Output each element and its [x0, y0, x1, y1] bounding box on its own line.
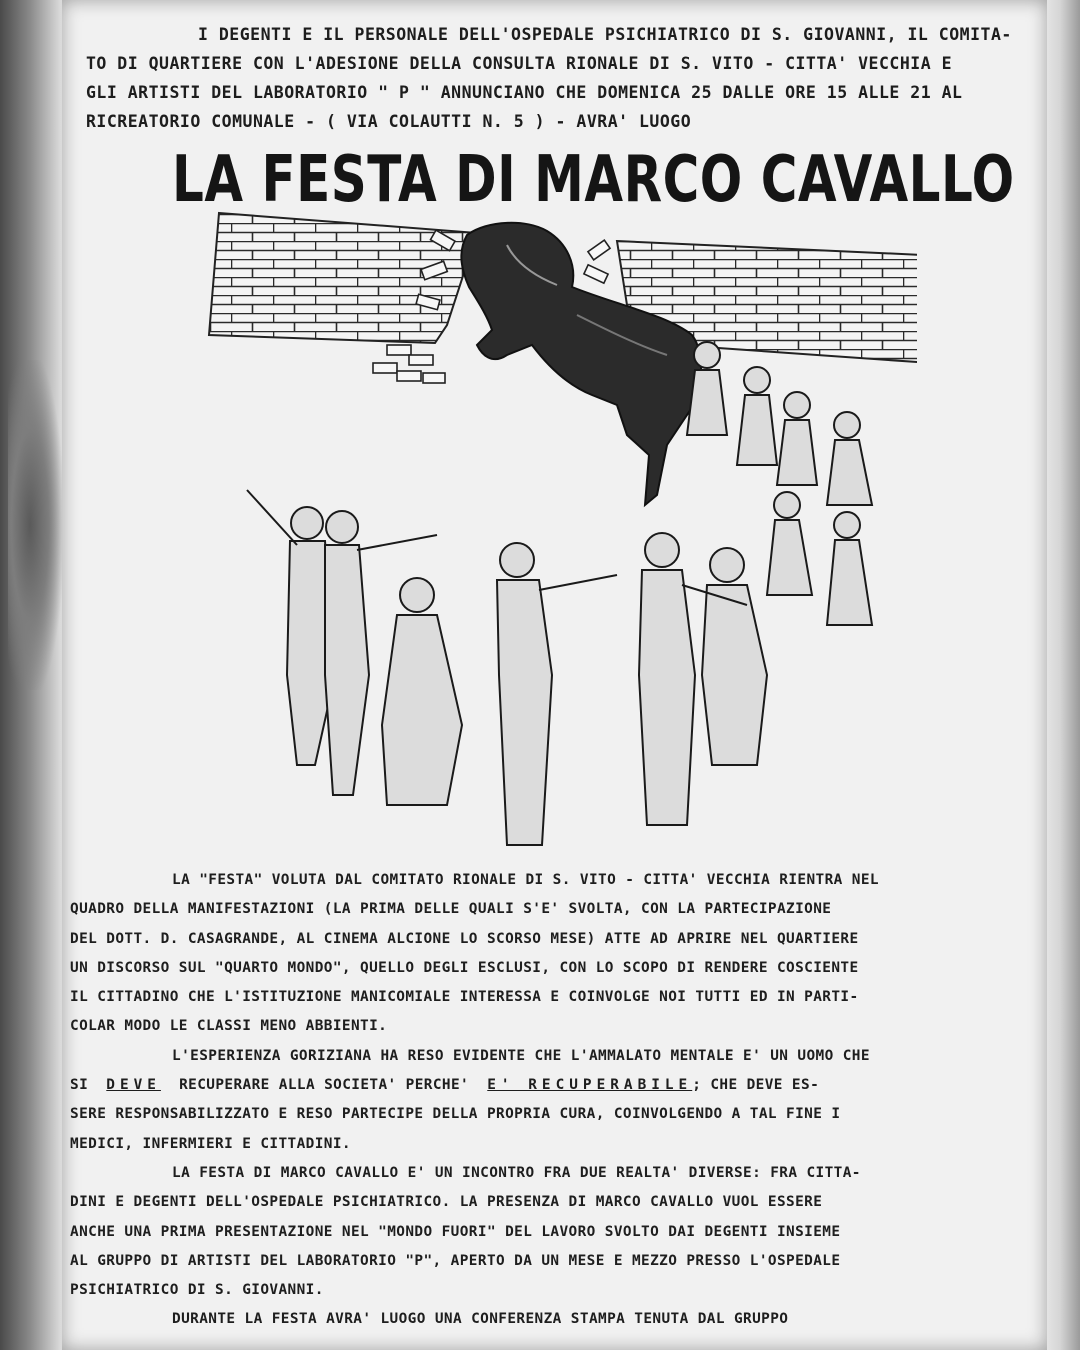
text-segment: ; CHE DEVE ES- — [692, 1077, 820, 1094]
poster-body-text — [70, 866, 985, 1335]
paragraph-line: UN DISCORSO SUL "QUARTO MONDO", QUELLO DEGLI ESCLUSI, CON LO SCOPO DI RENDERE COSCIENTE — [70, 959, 859, 976]
paragraph-line: DURANTE LA FESTA AVRA' LUOGO UNA CONFERENZA STAMPA TENUTA DAL GRUPPO — [172, 1311, 789, 1328]
emphasized-word: E' RECUPERABILE — [487, 1077, 693, 1094]
edge-stain — [8, 360, 63, 690]
text-segment: RECUPERARE ALLA SOCIETA' PERCHE' — [179, 1077, 470, 1094]
header-line: GLI ARTISTI DEL LABORATORIO " P " ANNUNCIANO CHE DOMENICA 25 DALLE ORE 15 ALLE 21 AL — [86, 83, 963, 102]
header-line: RICREATORIO COMUNALE - ( VIA COLAUTTI N. 5 ) - AVRA' LUOGO — [86, 112, 692, 131]
paragraph-line: L'ESPERIENZA GORIZIANA HA RESO EVIDENTE CHE L'AMMALATO MENTALE E' UN UOMO CHE — [172, 1047, 870, 1064]
paragraph-line: DINI E DEGENTI DELL'OSPEDALE PSICHIATRICO. LA PRESENZA DI MARCO CAVALLO VUOL ESSERE — [70, 1194, 823, 1211]
paragraph-line: MEDICI, INFERMIERI E CITTADINI. — [70, 1135, 351, 1152]
text-segment: SI — [70, 1077, 89, 1094]
poster-sheet — [62, 0, 1047, 1350]
announcement-header — [86, 18, 1016, 138]
poster-title: LA FESTA DI MARCO CAVALLO — [172, 142, 1015, 217]
emphasized-word: DEVE — [106, 1077, 161, 1094]
header-line: TO DI QUARTIERE CON L'ADESIONE DELLA CONSULTA RIONALE DI S. VITO - CITTA' VECCHIA E — [86, 54, 953, 73]
paragraph-line: SERE RESPONSABILIZZATO E RESO PARTECIPE DELLA PROPRIA CURA, COINVOLGENDO A TAL FINE I — [70, 1106, 841, 1123]
paragraph-line: IL CITTADINO CHE L'ISTITUZIONE MANICOMIALE INTERESSA E COINVOLGE NOI TUTTI ED IN PARTI- — [70, 989, 859, 1006]
paragraph-line — [70, 1071, 985, 1100]
horse-breaking-wall-crowd-illustration — [147, 205, 917, 865]
paragraph-line: AL GRUPPO DI ARTISTI DEL LABORATORIO "P", APERTO DA UN MESE E MEZZO PRESSO L'OSPEDALE — [70, 1252, 841, 1269]
paragraph-line: LA FESTA DI MARCO CAVALLO E' UN INCONTRO FRA DUE REALTA' DIVERSE: FRA CITTA- — [172, 1164, 861, 1181]
paragraph-line: COLAR MODO LE CLASSI MENO ABBIENTI. — [70, 1018, 388, 1035]
paragraph-line: PSICHIATRICO DI S. GIOVANNI. — [70, 1282, 324, 1299]
paragraph-line: QUADRO DELLA MANIFESTAZIONI (LA PRIMA DELLE QUALI S'E' SVOLTA, CON LA PARTECIPAZIONE — [70, 901, 832, 918]
header-line: I DEGENTI E IL PERSONALE DELL'OSPEDALE PSICHIATRICO DI S. GIOVANNI, IL COMITA- — [198, 25, 1012, 44]
paragraph-line: ANCHE UNA PRIMA PRESENTAZIONE NEL "MONDO FUORI" DEL LAVORO SVOLTO DAI DEGENTI INSIEME — [70, 1223, 841, 1240]
paragraph-line: LA "FESTA" VOLUTA DAL COMITATO RIONALE DI S. VITO - CITTA' VECCHIA RIENTRA NEL — [172, 872, 879, 888]
paragraph-line: DEL DOTT. D. CASAGRANDE, AL CINEMA ALCIONE LO SCORSO MESE) ATTE AD APRIRE NEL QUARTIERE — [70, 930, 859, 947]
dancing-crowd — [247, 342, 872, 845]
